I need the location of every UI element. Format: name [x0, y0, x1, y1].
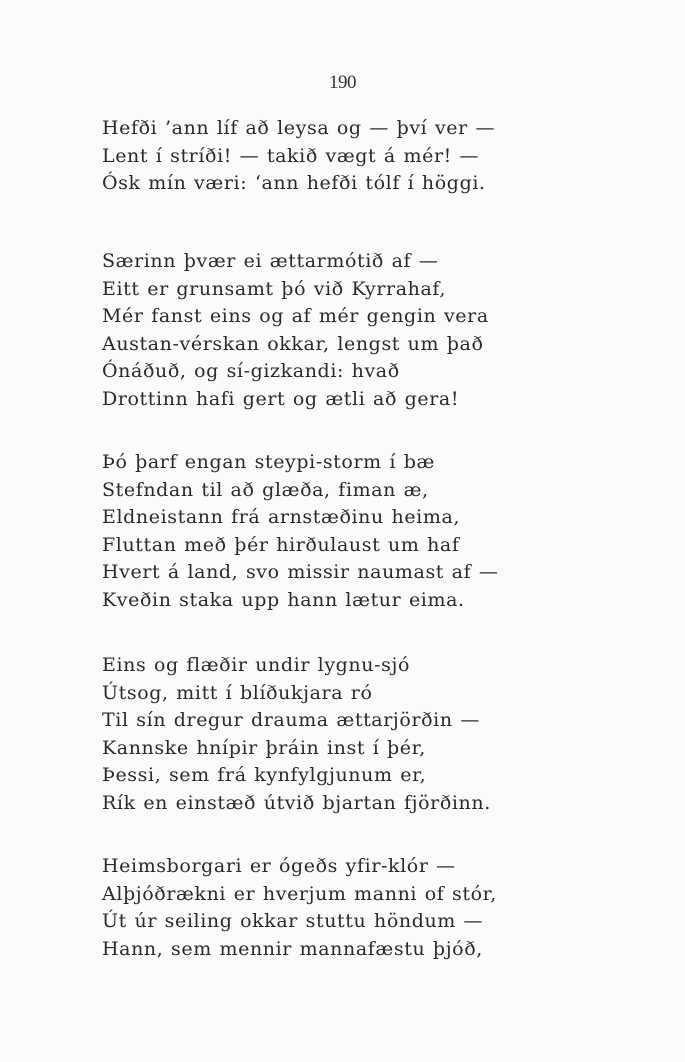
poem-line: Austan-vérskan okkar, lengst um það	[102, 332, 484, 355]
poem-line: Rík en einstæð útvið bjartan fjörðinn.	[102, 791, 491, 814]
poem-line: Útsog, mitt í blíðukjara ró	[102, 681, 373, 704]
stanza-4	[102, 652, 662, 818]
stanza-3	[102, 449, 662, 615]
stanza-2	[102, 248, 662, 414]
poem-line: Lent í stríði! — takið vægt á mér! —	[102, 144, 480, 167]
poem-line: Ósk mín væri: ‘ann hefði tólf í höggi.	[102, 172, 486, 195]
poem-line: Hefði ’ann líf að leysa og — því ver —	[102, 117, 496, 139]
poem-line: Eins og flæðir undir lygnu-sjó	[102, 654, 411, 676]
page-number: 190	[329, 72, 356, 93]
poem-line: Heimsborgari er ógeðs yfir-klór —	[102, 855, 456, 877]
poem-line: Fluttan með þér hirðulaust um haf	[102, 533, 460, 556]
stanza-1	[102, 115, 662, 198]
poem-line: Særinn þvær ei ættarmótið af —	[102, 250, 439, 272]
poem-line: Mér fanst eins og af mér gengin vera	[102, 305, 489, 328]
stanza-5	[102, 853, 662, 963]
poem-line: Þó þarf engan steypi-storm í bæ	[102, 451, 435, 473]
poem-line: Út úr seiling okkar stuttu höndum —	[102, 910, 484, 933]
poem-line: Kannske hnípir þráin inst í þér,	[102, 736, 426, 759]
poem-line: Hann, sem mennir mannafæstu þjóð,	[102, 937, 483, 960]
poem-line: Stefndan til að glæða, fiman æ,	[102, 478, 429, 501]
poem-line: Hvert á land, svo missir naumast af —	[102, 561, 499, 584]
poem-line: Drottinn hafi gert og ætli að gera!	[102, 387, 460, 410]
poem-line: Eldneistann frá arnstæðinu heima,	[102, 506, 461, 529]
poem-line: Ónáðuð, og sí-gizkandi: hvað	[102, 360, 400, 383]
poem-line: Þessi, sem frá kynfylgjunum er,	[102, 764, 427, 787]
poem-line: Eitt er grunsamt þó við Kyrrahaf,	[102, 277, 447, 300]
poem-line: Til sín dregur drauma ættarjörðin —	[102, 709, 480, 732]
poem-line: Alþjóðrækni er hverjum manni of stór,	[102, 882, 497, 905]
poem-line: Kveðin staka upp hann lætur eima.	[102, 588, 465, 611]
